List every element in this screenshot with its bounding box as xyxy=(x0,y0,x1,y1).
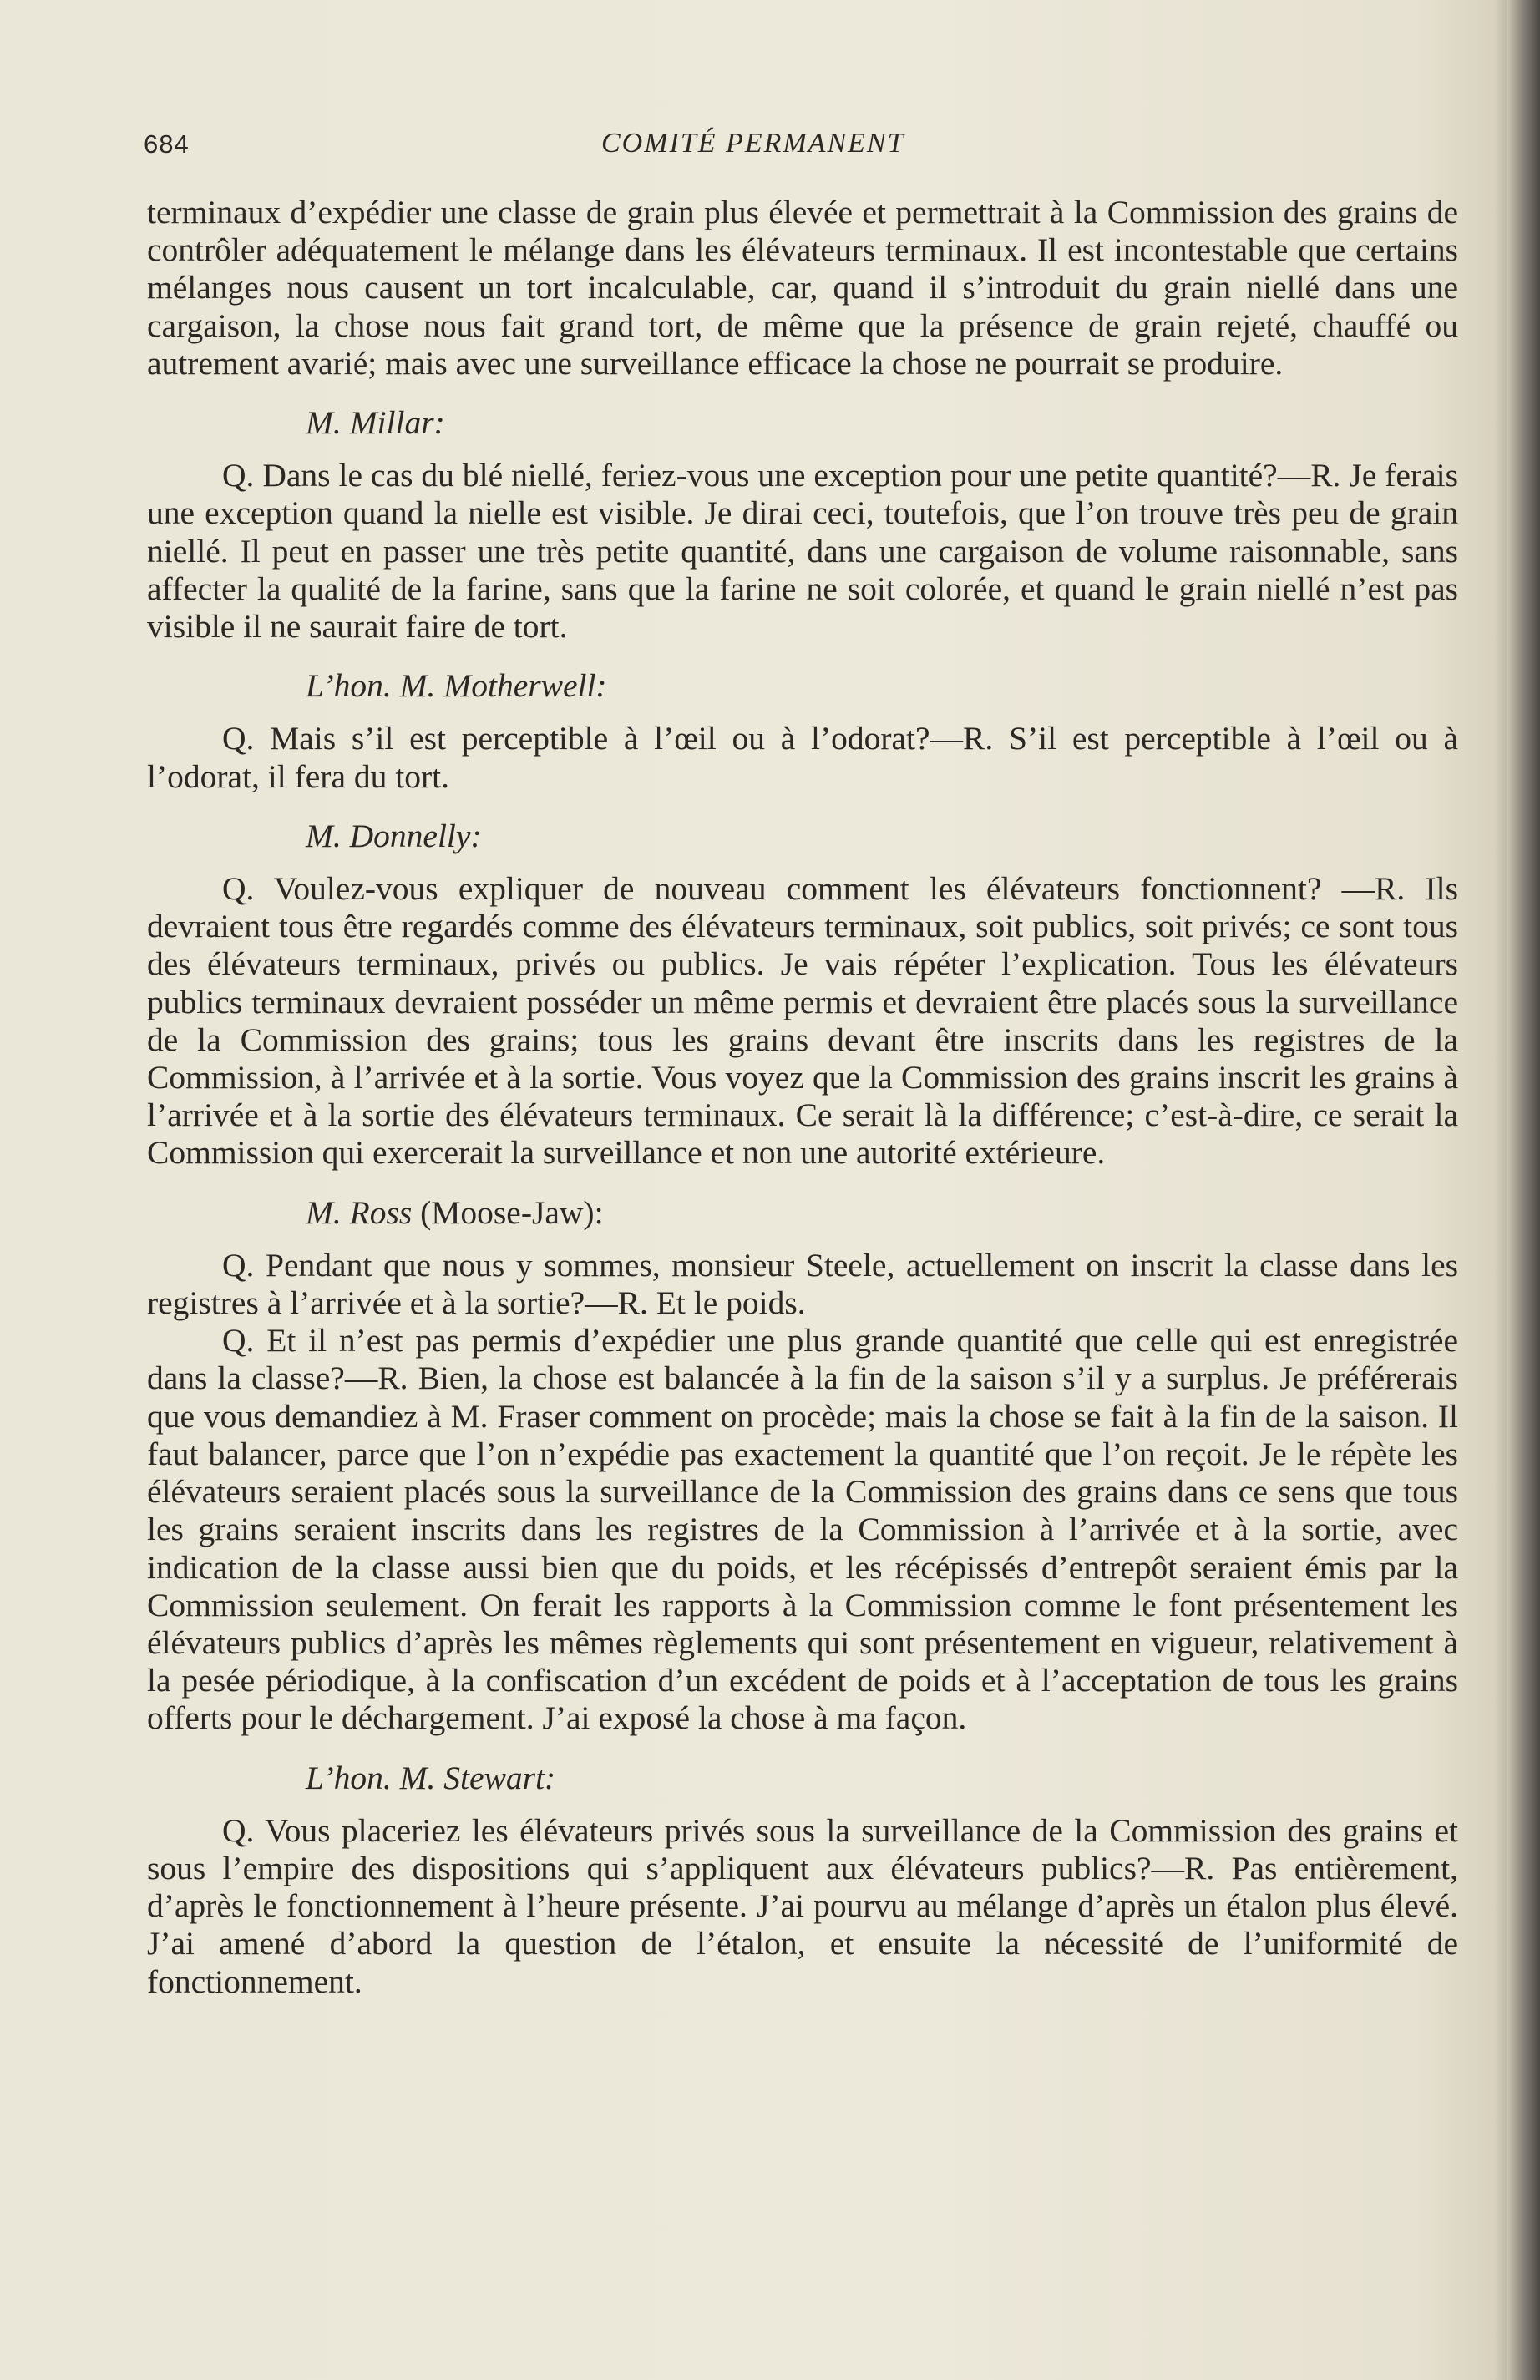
paragraph: Q. Dans le cas du blé niellé, feriez-vous une exception pour une petite quantité?—R. Je ferais une exception quand la nielle est visible. Je dirai ceci, toutefois, que l’on trouve très peu de grain niellé. Il peut en passer une très petite quantité, dans une cargaison de volume raisonnable, sans affecter la qualité de la farine, sans que la farine ne soit colorée, et quand le grain niellé n’est pas visible il ne saurait faire de tort. xyxy=(147,457,1458,646)
speaker-heading xyxy=(306,818,1458,855)
page-number: 684 xyxy=(144,129,190,159)
paragraph: Q. Mais s’il est perceptible à l’œil ou à l’odorat?—R. S’il est perceptible à l’œil ou à l’odorat, il fera du tort. xyxy=(147,720,1458,795)
paragraph: Q. Vous placeriez les élévateurs privés sous la surveillance de la Commission des grains et sous l’empire des dispositions qui s’appliquent aux élévateurs publics?—R. Pas entièrement, d’après le fonctionnement à l’heure présente. J’ai pourvu au mélange d’après un étalon plus élevé. J’ai amené d’abord la question de l’étalon, et ensuite la nécessité de l’uniformité de fonctionnement. xyxy=(147,1811,1458,2000)
speaker-name: M. Ross xyxy=(306,1193,413,1231)
speaker-heading xyxy=(306,667,1458,705)
running-head: COMITÉ PERMANENT xyxy=(601,128,905,159)
document-body xyxy=(147,194,1458,2001)
speaker-heading xyxy=(306,1194,1458,1232)
page-header xyxy=(144,129,1463,171)
speaker-name: M. Donnelly: xyxy=(306,817,482,854)
page-gutter xyxy=(1507,0,1540,2380)
paragraph: Q. Et il n’est pas permis d’expédier une plus grande quantité que celle qui est enregistrée dans la classe?—R. Bien, la chose est balancée à la fin de la saison s’il y a surplus. Je préférerais que vous demandiez à M. Fraser comment on procède; mais la chose se fait à la fin de la saison. Il faut balancer, parce que l’on n’expédie pas exactement la quantité que l’on reçoit. Je le répète les élévateurs seraient placés sous la surveillance de la Commission des grains dans ce sens que tous les grains seraient inscrits dans les registres de la Commission à l’arrivée et à la sortie, avec indication de la classe aussi bien que du poids, et les récépissés d’entrepôt seraient émis par la Commission seulement. On ferait les rapports à la Commission comme le font présentement les élévateurs publics d’après les mêmes règlements qui sont présentement en vigueur, relativement à la pesée périodique, à la confiscation d’un excédent de poids et à l’acceptation de tous les grains offerts pour le déchargement. J’ai exposé la chose à ma façon. xyxy=(147,1322,1458,1737)
speaker-heading xyxy=(306,404,1458,442)
speaker-heading xyxy=(306,1760,1458,1797)
paragraph: Q. Voulez-vous expliquer de nouveau comment les élévateurs fonctionnent? —R. Ils devraient tous être regardés comme des élévateurs terminaux, soit publics, soit privés; ce sont tous des élévateurs terminaux, privés ou publics. Je vais répéter l’explication. Tous les élévateurs publics terminaux devraient posséder un même permis et devraient être placés sous la surveillance de la Commission des grains; tous les grains devant être inscrits dans les registres de la Commission, à l’arrivée et à la sortie. Vous voyez que la Commission des grains inscrit les grains à l’arrivée et à la sortie des élévateurs terminaux. Ce serait là la différence; c’est-à-dire, ce serait la Commission qui exercerait la surveillance et non une autorité extérieure. xyxy=(147,870,1458,1172)
speaker-location: (Moose-Jaw): xyxy=(412,1193,604,1231)
speaker-name: L’hon. M. Motherwell: xyxy=(306,667,607,705)
paragraph: terminaux d’expédier une classe de grain plus élevée et permettrait à la Commission des grains de contrôler adéquatement le mélange dans les élévateurs terminaux. Il est incontestable que certains mélanges nous causent un tort incalculable, car, quand il s’introduit du grain niellé dans une cargaison, la chose nous fait grand tort, de même que la présence de grain rejeté, chauffé ou autrement avarié; mais avec une surveillance efficace la chose ne pourrait se produire. xyxy=(147,194,1458,382)
paragraph: Q. Pendant que nous y sommes, monsieur Steele, actuellement on inscrit la classe dans les registres à l’arrivée et à la sortie?—R. Et le poids. xyxy=(147,1246,1458,1322)
speaker-name: M. Millar: xyxy=(306,404,445,442)
speaker-name: L’hon. M. Stewart: xyxy=(306,1759,556,1796)
